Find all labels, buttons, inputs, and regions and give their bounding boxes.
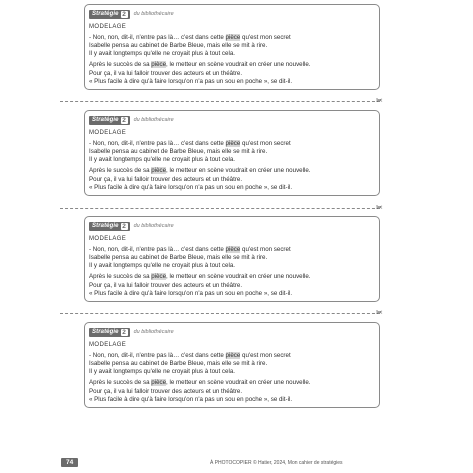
highlighted-word: pièce: [151, 379, 167, 387]
text-line: « Plus facile à dire qu'à faire lorsqu'on n'a pas un sou en poche », se dit-il.: [89, 183, 293, 191]
highlighted-word: pièce: [225, 139, 241, 147]
scissors-icon: ✂: [376, 203, 383, 212]
text-line: Isabelle pensa au cabinet de Barbe Bleue, mais elle se mit à rire.: [89, 41, 268, 49]
text-line: - Non, non, dit-il, n'entre pas là… c'est dans cette pièce qu'est mon secret: [89, 351, 291, 359]
cut-line: [60, 101, 380, 102]
highlighted-word: pièce: [151, 167, 167, 175]
text-line: - Non, non, dit-il, n'entre pas là… c'est dans cette pièce qu'est mon secret: [89, 33, 291, 41]
card-header: [89, 9, 373, 19]
text-line: Après le succès de sa pièce, le metteur en scène voudrait en créer une nouvelle.: [89, 273, 311, 281]
card-header: [89, 221, 373, 231]
mode-label: MODELAGE: [89, 24, 127, 30]
strategy-badge: [89, 116, 130, 125]
mode-label: MODELAGE: [89, 342, 127, 348]
strategy-badge-number: 2: [122, 116, 126, 124]
strategy-card: [84, 4, 380, 90]
mode-label: MODELAGE: [89, 236, 127, 242]
strategy-badge-label: Stratégie: [92, 117, 119, 123]
text-line: Isabelle pensa au cabinet de Barbe Bleue, mais elle se mit à rire.: [89, 147, 268, 155]
text-line: Pour ça, il va lui falloir trouver des acteurs et un théâtre.: [89, 69, 243, 77]
scissors-icon: ✂: [376, 96, 383, 105]
mode-label: MODELAGE: [89, 130, 127, 136]
text-line: « Plus facile à dire qu'à faire lorsqu'on n'a pas un sou en poche », se dit-il.: [89, 289, 293, 297]
text-line: Pour ça, il va lui falloir trouver des acteurs et un théâtre.: [89, 281, 243, 289]
text-line: Après le succès de sa pièce, le metteur en scène voudrait en créer une nouvelle.: [89, 61, 311, 69]
strategy-badge-number: 2: [122, 328, 126, 336]
scissors-icon: ✂: [376, 308, 383, 317]
strategy-badge-number: 2: [122, 10, 126, 18]
text-line: « Plus facile à dire qu'à faire lorsqu'on n'a pas un sou en poche », se dit-il.: [89, 395, 293, 403]
card-subtitle: du bibliothécaire: [133, 11, 174, 17]
page-number: 74: [61, 458, 78, 467]
card-subtitle: du bibliothécaire: [133, 117, 174, 123]
text-line: - Non, non, dit-il, n'entre pas là… c'est dans cette pièce qu'est mon secret: [89, 139, 291, 147]
highlighted-word: pièce: [225, 351, 241, 359]
text-line: Pour ça, il va lui falloir trouver des acteurs et un théâtre.: [89, 387, 243, 395]
strategy-card: [84, 322, 380, 408]
card-subtitle: du bibliothécaire: [133, 223, 174, 229]
highlighted-word: pièce: [225, 33, 241, 41]
text-line: Il y avait longtemps qu'elle ne croyait plus à tout cela.: [89, 156, 235, 164]
text-line: Isabelle pensa au cabinet de Barbe Bleue, mais elle se mit à rire.: [89, 359, 268, 367]
highlighted-word: pièce: [151, 61, 167, 69]
cut-line: [60, 313, 380, 314]
page-footer: [0, 455, 473, 469]
strategy-badge: [89, 222, 130, 231]
highlighted-word: pièce: [151, 273, 167, 281]
text-line: Pour ça, il va lui falloir trouver des acteurs et un théâtre.: [89, 175, 243, 183]
text-line: « Plus facile à dire qu'à faire lorsqu'on n'a pas un sou en poche », se dit-il.: [89, 77, 293, 85]
strategy-card: [84, 216, 380, 302]
strategy-card: [84, 110, 380, 196]
cut-line: [60, 208, 380, 209]
highlighted-word: pièce: [225, 245, 241, 253]
copyright-notice: À PHOTOCOPIER © Hatier, 2024, Mon cahier de stratégies: [210, 460, 343, 466]
strategy-badge-label: Stratégie: [92, 223, 119, 229]
strategy-badge-label: Stratégie: [92, 11, 119, 17]
strategy-badge: [89, 328, 130, 337]
text-line: - Non, non, dit-il, n'entre pas là… c'est dans cette pièce qu'est mon secret: [89, 245, 291, 253]
card-subtitle: du bibliothécaire: [133, 329, 174, 335]
card-header: [89, 327, 373, 337]
text-line: Il y avait longtemps qu'elle ne croyait plus à tout cela.: [89, 262, 235, 270]
strategy-badge-label: Stratégie: [92, 329, 119, 335]
text-line: Après le succès de sa pièce, le metteur en scène voudrait en créer une nouvelle.: [89, 379, 311, 387]
text-line: Isabelle pensa au cabinet de Barbe Bleue, mais elle se mit à rire.: [89, 253, 268, 261]
strategy-badge: [89, 10, 130, 19]
card-header: [89, 115, 373, 125]
text-line: Il y avait longtemps qu'elle ne croyait plus à tout cela.: [89, 368, 235, 376]
strategy-badge-number: 2: [122, 222, 126, 230]
text-line: Il y avait longtemps qu'elle ne croyait plus à tout cela.: [89, 50, 235, 58]
text-line: Après le succès de sa pièce, le metteur en scène voudrait en créer une nouvelle.: [89, 167, 311, 175]
